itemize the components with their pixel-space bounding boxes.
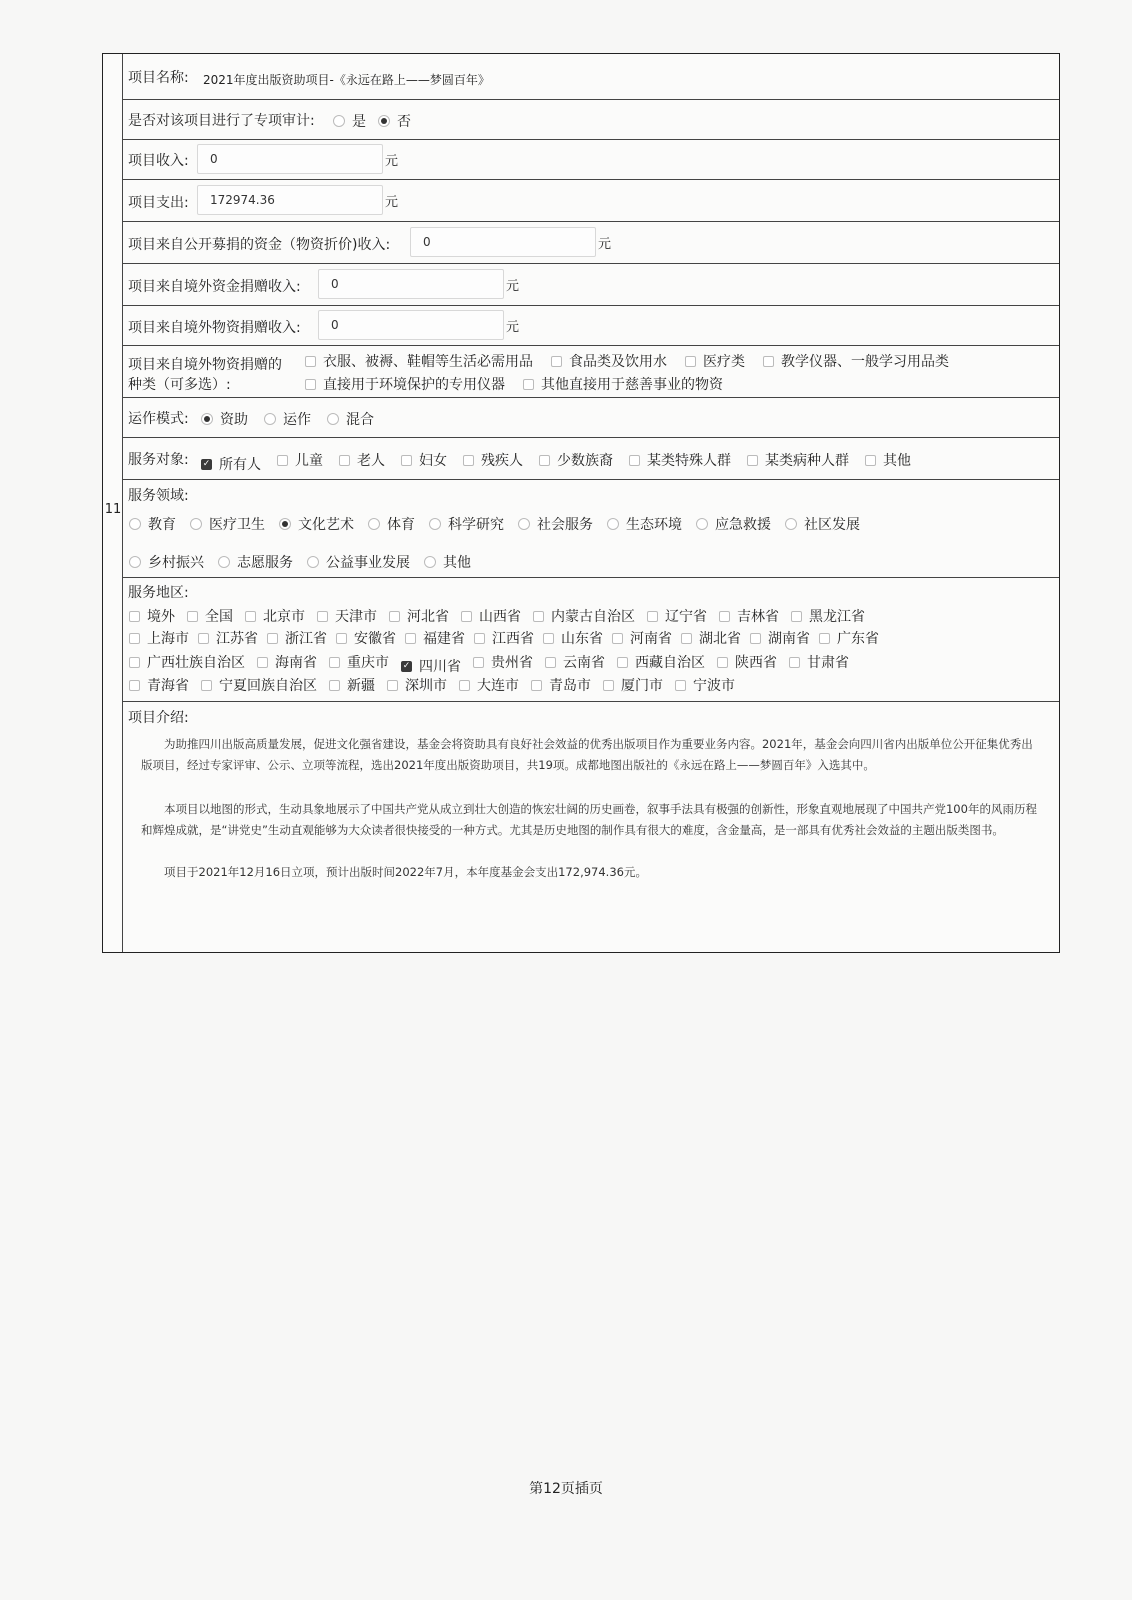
intro-paragraph-3: 项目于2021年12月16日立项，预计出版时间2022年7月，本年度基金会支出172,974.36元。 <box>164 865 647 879</box>
checkbox-option[interactable] <box>129 606 175 626</box>
checkbox-icon[interactable] <box>750 633 761 644</box>
foreign-goods-row <box>123 306 1059 346</box>
option-label: 辽宁省 <box>665 609 707 625</box>
checkbox-option[interactable] <box>717 652 777 672</box>
project-form <box>102 53 1060 953</box>
checkbox-option[interactable] <box>463 450 523 470</box>
option-label: 江苏省 <box>216 631 258 647</box>
row-number: 11 <box>104 502 122 517</box>
checkbox-icon[interactable] <box>543 633 554 644</box>
checkbox-option[interactable] <box>401 656 461 676</box>
checkbox-icon[interactable] <box>461 611 472 622</box>
checkbox-option[interactable] <box>401 450 447 470</box>
checkbox-icon[interactable] <box>763 356 774 367</box>
foreign-goods-input[interactable]: 0 <box>318 310 504 340</box>
checkbox-icon[interactable] <box>277 455 288 466</box>
radio-selected-icon[interactable] <box>378 115 390 127</box>
audit-label: 是否对该项目进行了专项审计: <box>128 113 315 129</box>
foreign-fund-input[interactable]: 0 <box>318 269 504 299</box>
option-label: 其他直接用于慈善事业的物资 <box>541 377 723 393</box>
checkbox-icon[interactable] <box>603 680 614 691</box>
radio-option[interactable] <box>424 552 471 572</box>
checkbox-option[interactable] <box>461 606 521 626</box>
option-label: 河北省 <box>407 609 449 625</box>
radio-icon[interactable] <box>218 556 230 568</box>
option-label: 应急救援 <box>715 517 771 533</box>
checkbox-icon[interactable] <box>317 611 328 622</box>
checkbox-icon[interactable] <box>387 680 398 691</box>
option-label: 宁波市 <box>693 678 735 694</box>
option-label: 厦门市 <box>621 678 663 694</box>
option-label: 大连市 <box>477 678 519 694</box>
public-fund-input[interactable]: 0 <box>410 227 596 257</box>
option-label: 所有人 <box>219 457 261 473</box>
expense-input[interactable]: 172974.36 <box>197 185 383 215</box>
checkbox-icon[interactable] <box>681 633 692 644</box>
checkbox-option[interactable] <box>201 454 261 474</box>
foreign-goods-unit: 元 <box>506 320 520 335</box>
intro-row <box>123 702 1059 952</box>
checkbox-icon[interactable] <box>675 680 686 691</box>
option-label: 运作 <box>283 412 311 428</box>
radio-icon[interactable] <box>333 115 345 127</box>
checkbox-checked-icon[interactable]: ✓ <box>402 660 411 671</box>
region-options-3 <box>129 652 861 676</box>
option-label: 山东省 <box>561 631 603 647</box>
checkbox-option[interactable] <box>681 628 741 648</box>
option-label: 海南省 <box>275 655 317 671</box>
expense-unit: 元 <box>385 195 399 210</box>
checkbox-icon[interactable] <box>612 633 623 644</box>
radio-option[interactable] <box>429 514 504 534</box>
region-row <box>123 578 1059 702</box>
foreign-fund-label: 项目来自境外资金捐赠收入: <box>128 279 301 295</box>
option-label: 黑龙江省 <box>809 609 865 625</box>
income-row <box>123 140 1059 180</box>
radio-icon[interactable] <box>129 518 141 530</box>
target-options <box>201 450 927 474</box>
option-label: 教育 <box>148 517 176 533</box>
checkbox-icon[interactable] <box>129 680 140 691</box>
checkbox-option[interactable] <box>245 606 305 626</box>
option-label: 上海市 <box>147 631 189 647</box>
option-label: 天津市 <box>335 609 377 625</box>
checkbox-option[interactable] <box>617 652 705 672</box>
foreign-fund-unit: 元 <box>506 279 520 294</box>
checkbox-option[interactable] <box>389 606 449 626</box>
option-label: 直接用于环境保护的专用仪器 <box>323 377 505 393</box>
option-label: 陕西省 <box>735 655 777 671</box>
goods-types-label-1: 项目来自境外物资捐赠的 <box>128 357 282 373</box>
option-label: 境外 <box>147 609 175 625</box>
checkbox-option[interactable] <box>267 628 327 648</box>
checkbox-option[interactable] <box>129 628 189 648</box>
row-number-column <box>103 54 123 952</box>
option-label: 河南省 <box>630 631 672 647</box>
option-label: 乡村振兴 <box>148 555 204 571</box>
radio-icon[interactable] <box>696 518 708 530</box>
checkbox-option[interactable] <box>474 628 534 648</box>
checkbox-icon[interactable] <box>305 356 316 367</box>
checkbox-icon[interactable] <box>339 455 350 466</box>
option-label: 宁夏回族自治区 <box>219 678 317 694</box>
checkbox-option[interactable] <box>523 374 723 394</box>
checkbox-icon[interactable] <box>336 633 347 644</box>
checkbox-icon[interactable] <box>533 611 544 622</box>
goods-types-label-2: 种类（可多选）: <box>128 377 231 393</box>
option-label: 社区发展 <box>804 517 860 533</box>
option-label: 科学研究 <box>448 517 504 533</box>
checkbox-option[interactable] <box>791 606 865 626</box>
mode-row <box>123 398 1059 438</box>
domain-label: 服务领域: <box>128 488 189 504</box>
checkbox-checked-icon[interactable]: ✓ <box>202 458 211 469</box>
radio-option[interactable] <box>518 514 593 534</box>
checkbox-icon[interactable] <box>459 680 470 691</box>
checkbox-icon[interactable] <box>245 611 256 622</box>
checkbox-option[interactable] <box>305 374 505 394</box>
option-label: 甘肃省 <box>807 655 849 671</box>
checkbox-icon[interactable] <box>187 611 198 622</box>
checkbox-icon[interactable] <box>474 633 485 644</box>
checkbox-icon[interactable] <box>789 657 800 668</box>
foreign-goods-label: 项目来自境外物资捐赠收入: <box>128 320 301 336</box>
radio-icon[interactable] <box>785 518 797 530</box>
option-label: 社会服务 <box>537 517 593 533</box>
goods-types-options-1 <box>305 351 967 371</box>
option-label: 青海省 <box>147 678 189 694</box>
option-label: 内蒙古自治区 <box>551 609 635 625</box>
checkbox-option[interactable] <box>459 675 519 695</box>
public-fund-label: 项目来自公开募捐的资金（物资折价)收入: <box>128 237 391 253</box>
radio-option[interactable] <box>368 514 415 534</box>
checkbox-icon[interactable] <box>791 611 802 622</box>
project-name-label: 项目名称: <box>128 70 189 86</box>
option-label: 否 <box>397 114 411 130</box>
radio-option[interactable] <box>190 514 265 534</box>
radio-icon[interactable] <box>368 518 380 530</box>
option-label: 四川省 <box>419 659 461 675</box>
radio-icon[interactable] <box>307 556 319 568</box>
checkbox-icon[interactable] <box>647 611 658 622</box>
checkbox-option[interactable] <box>747 450 849 470</box>
goods-types-row <box>123 346 1059 398</box>
intro-label: 项目介绍: <box>128 710 189 726</box>
page-footer: 第12页插页 <box>529 1481 603 1497</box>
radio-option[interactable] <box>696 514 771 534</box>
checkbox-icon[interactable] <box>329 680 340 691</box>
checkbox-icon[interactable] <box>329 657 340 668</box>
target-row <box>123 438 1059 480</box>
checkbox-icon[interactable] <box>865 455 876 466</box>
checkbox-option[interactable] <box>763 351 949 371</box>
target-label: 服务对象: <box>128 452 189 468</box>
project-name-row <box>123 54 1059 100</box>
checkbox-icon[interactable] <box>389 611 400 622</box>
checkbox-option[interactable] <box>198 628 258 648</box>
radio-selected-icon[interactable] <box>201 413 213 425</box>
radio-selected-icon[interactable] <box>279 518 291 530</box>
checkbox-option[interactable] <box>533 606 635 626</box>
region-options-1 <box>129 606 877 626</box>
checkbox-icon[interactable] <box>129 633 140 644</box>
option-label: 公益事业发展 <box>326 555 410 571</box>
checkbox-icon[interactable] <box>405 633 416 644</box>
option-label: 广东省 <box>837 631 879 647</box>
option-label: 医疗卫生 <box>209 517 265 533</box>
option-label: 医疗类 <box>703 354 745 370</box>
radio-icon[interactable] <box>424 556 436 568</box>
project-name-value: 2021年度出版资助项目-《永远在路上——梦圆百年》 <box>203 73 490 87</box>
radio-icon[interactable] <box>190 518 202 530</box>
option-label: 湖南省 <box>768 631 810 647</box>
checkbox-option[interactable] <box>339 450 385 470</box>
radio-icon[interactable] <box>129 556 141 568</box>
radio-option[interactable] <box>785 514 860 534</box>
foreign-fund-row <box>123 264 1059 306</box>
intro-paragraph-2: 本项目以地图的形式，生动具象地展示了中国共产党从成立到壮大创造的恢宏壮阔的历史画卷，叙事手法具有极强的创新性，形象直观地展现了中国共产党100年的风雨历程和辉煌成就，是“讲党史”生动直观能够为大众读者很快接受的一种方式。尤其是历史地图的制作具有很大的难度，含金量高，是一部具有优秀社会效益的主题出版类图书。 <box>141 802 1037 837</box>
checkbox-option[interactable] <box>305 351 533 371</box>
checkbox-icon[interactable] <box>819 633 830 644</box>
option-label: 某类特殊人群 <box>647 453 731 469</box>
option-label: 少数族裔 <box>557 453 613 469</box>
option-label: 浙江省 <box>285 631 327 647</box>
checkbox-icon[interactable] <box>473 657 484 668</box>
option-label: 老人 <box>357 453 385 469</box>
option-label: 西藏自治区 <box>635 655 705 671</box>
option-label: 贵州省 <box>491 655 533 671</box>
option-label: 重庆市 <box>347 655 389 671</box>
option-label: 深圳市 <box>405 678 447 694</box>
option-label: 某类病种人群 <box>765 453 849 469</box>
radio-icon[interactable] <box>518 518 530 530</box>
checkbox-icon[interactable] <box>401 455 412 466</box>
option-label: 北京市 <box>263 609 305 625</box>
radio-icon[interactable] <box>327 413 339 425</box>
checkbox-option[interactable] <box>603 675 663 695</box>
radio-option[interactable] <box>129 514 176 534</box>
region-options-4 <box>129 675 747 695</box>
checkbox-icon[interactable] <box>129 611 140 622</box>
option-label: 体育 <box>387 517 415 533</box>
option-label: 湖北省 <box>699 631 741 647</box>
expense-row <box>123 180 1059 222</box>
checkbox-icon[interactable] <box>747 455 758 466</box>
checkbox-option[interactable] <box>543 628 603 648</box>
domain-row <box>123 480 1059 578</box>
checkbox-option[interactable] <box>187 606 233 626</box>
checkbox-icon[interactable] <box>463 455 474 466</box>
public-fund-unit: 元 <box>598 237 612 252</box>
checkbox-icon[interactable] <box>523 379 534 390</box>
domain-options-1 <box>129 514 874 534</box>
goods-types-options-2 <box>305 374 741 394</box>
public-fund-row <box>123 222 1059 264</box>
option-label: 青岛市 <box>549 678 591 694</box>
checkbox-option[interactable] <box>405 628 465 648</box>
expense-label: 项目支出: <box>128 195 189 211</box>
checkbox-option[interactable] <box>629 450 731 470</box>
radio-icon[interactable] <box>264 413 276 425</box>
checkbox-icon[interactable] <box>531 680 542 691</box>
checkbox-option[interactable] <box>539 450 613 470</box>
checkbox-option[interactable] <box>531 675 591 695</box>
option-label: 妇女 <box>419 453 447 469</box>
checkbox-icon[interactable] <box>685 356 696 367</box>
option-label: 其他 <box>883 453 911 469</box>
option-label: 安徽省 <box>354 631 396 647</box>
option-label: 云南省 <box>563 655 605 671</box>
radio-option[interactable] <box>378 111 411 131</box>
checkbox-option[interactable] <box>387 675 447 695</box>
checkbox-option[interactable] <box>336 628 396 648</box>
checkbox-icon[interactable] <box>305 379 316 390</box>
option-label: 志愿服务 <box>237 555 293 571</box>
checkbox-option[interactable] <box>129 675 189 695</box>
checkbox-option[interactable] <box>647 606 707 626</box>
radio-icon[interactable] <box>607 518 619 530</box>
checkbox-option[interactable] <box>129 652 245 672</box>
income-label: 项目收入: <box>128 153 189 169</box>
option-label: 新疆 <box>347 678 375 694</box>
checkbox-option[interactable] <box>612 628 672 648</box>
intro-paragraph-1: 为助推四川出版高质量发展，促进文化强省建设，基金会将资助具有良好社会效益的优秀出版项目作为重要业务内容。2021年，基金会向四川省内出版单位公开征集优秀出版项目，经过专家评审、公示、立项等流程，选出2021年度出版资助项目，共19项。成都地图出版社的《永远在路上——梦圆百年》入选其中。 <box>141 737 1033 772</box>
checkbox-icon[interactable] <box>617 657 628 668</box>
option-label: 福建省 <box>423 631 465 647</box>
checkbox-icon[interactable] <box>257 657 268 668</box>
checkbox-option[interactable] <box>750 628 810 648</box>
option-label: 教学仪器、一般学习用品类 <box>781 354 949 370</box>
income-unit: 元 <box>385 154 399 169</box>
domain-options-2 <box>129 552 485 572</box>
radio-icon[interactable] <box>429 518 441 530</box>
checkbox-icon[interactable] <box>545 657 556 668</box>
checkbox-icon[interactable] <box>201 680 212 691</box>
option-label: 是 <box>352 114 366 130</box>
option-label: 广西壮族自治区 <box>147 655 245 671</box>
checkbox-option[interactable] <box>685 351 745 371</box>
option-label: 吉林省 <box>737 609 779 625</box>
option-label: 全国 <box>205 609 233 625</box>
radio-option[interactable] <box>333 111 366 131</box>
checkbox-option[interactable] <box>675 675 735 695</box>
radio-option[interactable] <box>607 514 682 534</box>
checkbox-icon[interactable] <box>717 657 728 668</box>
radio-option[interactable] <box>279 514 354 534</box>
checkbox-option[interactable] <box>865 450 911 470</box>
checkbox-option[interactable] <box>257 652 317 672</box>
option-label: 江西省 <box>492 631 534 647</box>
region-options-2 <box>129 628 888 648</box>
option-label: 文化艺术 <box>298 517 354 533</box>
income-input[interactable]: 0 <box>197 144 383 174</box>
radio-option[interactable] <box>129 552 204 572</box>
option-label: 混合 <box>346 412 374 428</box>
checkbox-icon[interactable] <box>539 455 550 466</box>
audit-row <box>123 100 1059 140</box>
radio-option[interactable] <box>307 552 410 572</box>
option-label: 残疾人 <box>481 453 523 469</box>
checkbox-icon[interactable] <box>198 633 209 644</box>
mode-label: 运作模式: <box>128 411 189 427</box>
checkbox-option[interactable] <box>545 652 605 672</box>
checkbox-option[interactable] <box>317 606 377 626</box>
checkbox-option[interactable] <box>329 652 389 672</box>
checkbox-option[interactable] <box>473 652 533 672</box>
region-label: 服务地区: <box>128 585 189 601</box>
option-label: 山西省 <box>479 609 521 625</box>
radio-option[interactable] <box>264 409 311 429</box>
checkbox-icon[interactable] <box>629 455 640 466</box>
option-label: 儿童 <box>295 453 323 469</box>
checkbox-option[interactable] <box>551 351 667 371</box>
audit-options <box>333 111 423 131</box>
option-label: 其他 <box>443 555 471 571</box>
radio-option[interactable] <box>327 409 374 429</box>
option-label: 生态环境 <box>626 517 682 533</box>
radio-option[interactable] <box>201 409 248 429</box>
checkbox-option[interactable] <box>719 606 779 626</box>
checkbox-option[interactable] <box>329 675 375 695</box>
checkbox-icon[interactable] <box>267 633 278 644</box>
checkbox-icon[interactable] <box>719 611 730 622</box>
checkbox-option[interactable] <box>277 450 323 470</box>
radio-option[interactable] <box>218 552 293 572</box>
checkbox-option[interactable] <box>819 628 879 648</box>
mode-options <box>201 409 390 429</box>
checkbox-option[interactable] <box>789 652 849 672</box>
checkbox-icon[interactable] <box>129 657 140 668</box>
checkbox-option[interactable] <box>201 675 317 695</box>
option-label: 衣服、被褥、鞋帽等生活必需用品 <box>323 354 533 370</box>
checkbox-icon[interactable] <box>551 356 562 367</box>
option-label: 食品类及饮用水 <box>569 354 667 370</box>
option-label: 资助 <box>220 412 248 428</box>
